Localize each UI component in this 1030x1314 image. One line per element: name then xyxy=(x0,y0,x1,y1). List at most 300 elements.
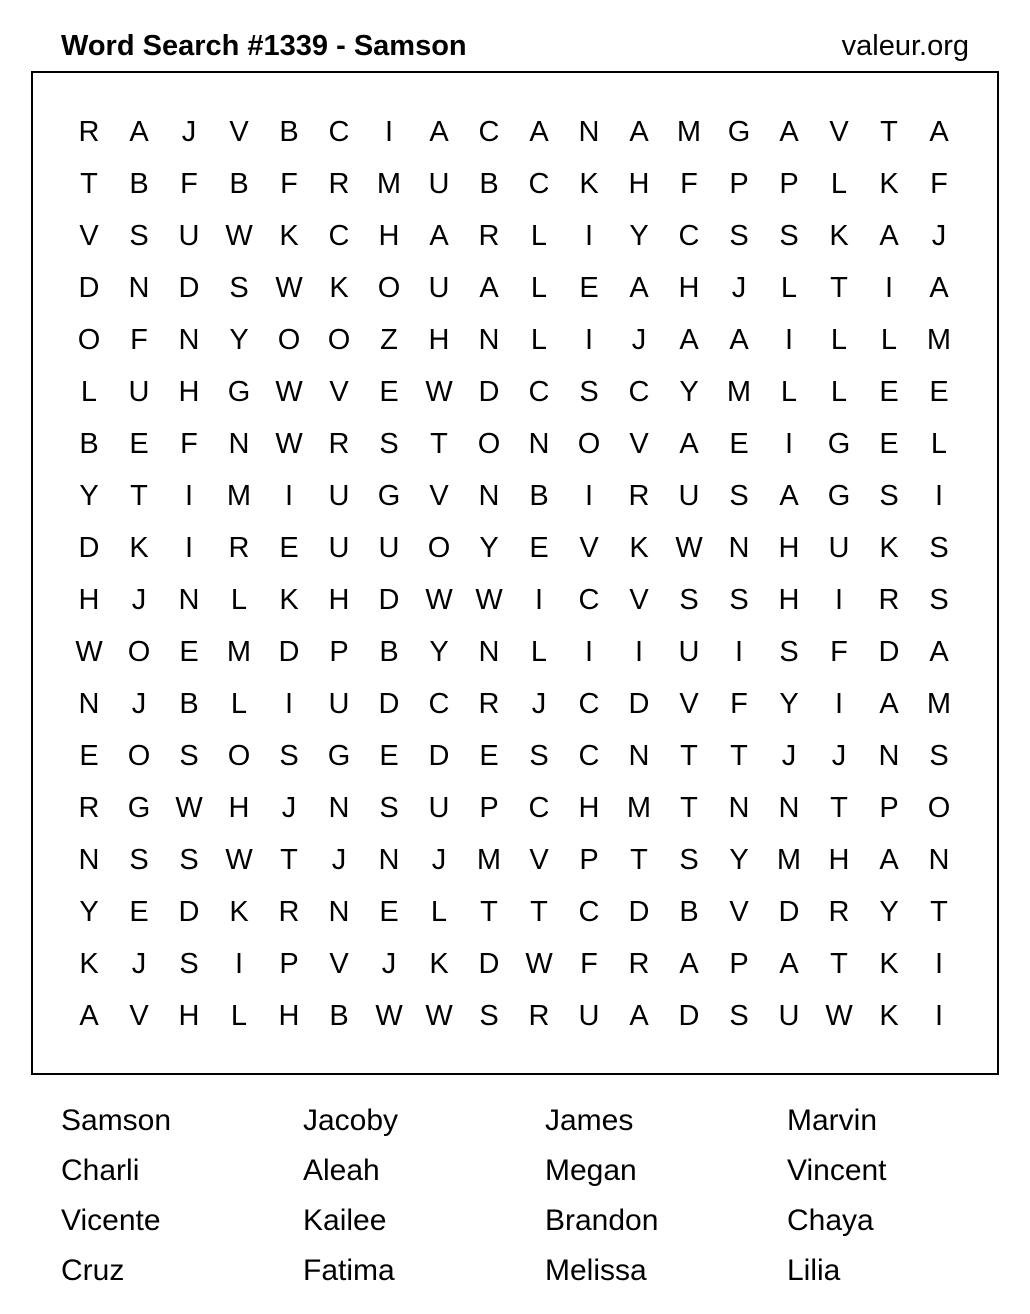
grid-cell[interactable]: V xyxy=(679,688,699,720)
grid-cell[interactable]: V xyxy=(329,376,349,408)
grid-cell[interactable]: W xyxy=(825,1000,853,1032)
grid-cell[interactable]: D xyxy=(628,688,650,720)
grid-cell[interactable]: V xyxy=(629,428,649,460)
grid-cell[interactable]: V xyxy=(829,116,849,148)
grid-cell[interactable]: C xyxy=(328,116,350,148)
grid-cell[interactable]: J xyxy=(181,116,197,148)
grid-cell[interactable]: A xyxy=(929,636,949,668)
grid-cell[interactable]: L xyxy=(830,324,848,356)
grid-cell[interactable]: P xyxy=(779,168,799,200)
grid-cell[interactable]: S xyxy=(729,220,749,252)
grid-cell[interactable]: E xyxy=(579,272,599,304)
grid-cell[interactable]: O xyxy=(127,740,151,772)
grid-cell[interactable]: N xyxy=(478,480,500,512)
grid-cell[interactable]: D xyxy=(178,896,200,928)
grid-cell[interactable]: S xyxy=(229,272,249,304)
grid-cell[interactable]: I xyxy=(284,688,294,720)
grid-cell[interactable]: S xyxy=(929,740,949,772)
grid-cell[interactable]: K xyxy=(829,220,849,252)
grid-cell[interactable]: V xyxy=(529,844,549,876)
grid-cell[interactable]: T xyxy=(830,792,848,824)
grid-cell[interactable]: A xyxy=(929,116,949,148)
grid-cell[interactable]: W xyxy=(225,844,253,876)
grid-cell[interactable]: A xyxy=(679,324,699,356)
grid-cell[interactable]: K xyxy=(79,948,99,980)
grid-cell[interactable]: K xyxy=(429,948,449,980)
grid-cell[interactable]: E xyxy=(479,740,499,772)
grid-cell[interactable]: L xyxy=(230,1000,248,1032)
grid-cell[interactable]: N xyxy=(78,844,100,876)
grid-cell[interactable]: I xyxy=(234,948,244,980)
grid-cell[interactable]: J xyxy=(531,688,547,720)
grid-cell[interactable]: V xyxy=(729,896,749,928)
grid-cell[interactable]: J xyxy=(431,844,447,876)
grid-cell[interactable]: K xyxy=(579,168,599,200)
grid-cell[interactable]: Y xyxy=(729,844,749,876)
grid-cell[interactable]: J xyxy=(131,584,147,616)
grid-cell[interactable]: Y xyxy=(629,220,649,252)
grid-cell[interactable]: K xyxy=(329,272,349,304)
grid-cell[interactable]: R xyxy=(228,532,250,564)
grid-cell[interactable]: C xyxy=(628,376,650,408)
grid-cell[interactable]: B xyxy=(679,896,699,928)
grid-cell[interactable]: A xyxy=(429,116,449,148)
grid-cell[interactable]: I xyxy=(584,636,594,668)
grid-cell[interactable]: V xyxy=(579,532,599,564)
grid-cell[interactable]: L xyxy=(530,220,548,252)
grid-cell[interactable]: N xyxy=(478,324,500,356)
grid-cell[interactable]: N xyxy=(878,740,900,772)
grid-cell[interactable]: L xyxy=(230,688,248,720)
grid-cell[interactable]: S xyxy=(379,792,399,824)
grid-cell[interactable]: I xyxy=(634,636,644,668)
grid-cell[interactable]: W xyxy=(425,376,453,408)
grid-cell[interactable]: L xyxy=(930,428,948,460)
grid-cell[interactable]: J xyxy=(281,792,297,824)
grid-cell[interactable]: H xyxy=(178,1000,200,1032)
grid-cell[interactable]: E xyxy=(79,740,99,772)
grid-cell[interactable]: I xyxy=(734,636,744,668)
grid-cell[interactable]: N xyxy=(628,740,650,772)
grid-cell[interactable]: I xyxy=(934,480,944,512)
grid-cell[interactable]: H xyxy=(778,532,800,564)
grid-cell[interactable]: E xyxy=(879,376,899,408)
grid-cell[interactable]: W xyxy=(525,948,553,980)
grid-cell[interactable]: F xyxy=(180,168,198,200)
grid-cell[interactable]: U xyxy=(828,532,850,564)
grid-cell[interactable]: K xyxy=(879,532,899,564)
grid-cell[interactable]: J xyxy=(931,220,947,252)
grid-cell[interactable]: N xyxy=(928,844,950,876)
grid-cell[interactable]: A xyxy=(679,428,699,460)
grid-cell[interactable]: U xyxy=(428,272,450,304)
grid-cell[interactable]: Y xyxy=(679,376,699,408)
grid-cell[interactable]: W xyxy=(275,376,303,408)
grid-cell[interactable]: Y xyxy=(779,688,799,720)
grid-cell[interactable]: Y xyxy=(79,480,99,512)
site-link[interactable]: valeur.org xyxy=(841,30,969,62)
grid-cell[interactable]: E xyxy=(379,376,399,408)
grid-cell[interactable]: U xyxy=(678,636,700,668)
grid-cell[interactable]: J xyxy=(831,740,847,772)
grid-cell[interactable]: S xyxy=(479,1000,499,1032)
grid-cell[interactable]: D xyxy=(478,948,500,980)
grid-cell[interactable]: U xyxy=(428,168,450,200)
grid-cell[interactable]: I xyxy=(834,584,844,616)
grid-cell[interactable]: F xyxy=(130,324,148,356)
grid-cell[interactable]: D xyxy=(378,688,400,720)
grid-cell[interactable]: O xyxy=(477,428,501,460)
grid-cell[interactable]: H xyxy=(278,1000,300,1032)
grid-cell[interactable]: F xyxy=(280,168,298,200)
grid-cell[interactable]: O xyxy=(927,792,951,824)
grid-cell[interactable]: D xyxy=(78,272,100,304)
grid-cell[interactable]: E xyxy=(129,896,149,928)
grid-cell[interactable]: T xyxy=(880,116,898,148)
grid-cell[interactable]: T xyxy=(930,896,948,928)
grid-cell[interactable]: C xyxy=(528,792,550,824)
grid-cell[interactable]: S xyxy=(929,584,949,616)
grid-cell[interactable]: J xyxy=(131,688,147,720)
grid-cell[interactable]: Y xyxy=(429,636,449,668)
grid-cell[interactable]: M xyxy=(676,116,702,148)
grid-cell[interactable]: U xyxy=(678,480,700,512)
grid-cell[interactable]: B xyxy=(279,116,299,148)
grid-cell[interactable]: A xyxy=(779,480,799,512)
grid-cell[interactable]: K xyxy=(879,948,899,980)
grid-cell[interactable]: I xyxy=(934,948,944,980)
grid-cell[interactable]: N xyxy=(528,428,550,460)
grid-cell[interactable]: H xyxy=(228,792,250,824)
grid-cell[interactable]: L xyxy=(780,272,798,304)
grid-cell[interactable]: T xyxy=(830,272,848,304)
grid-cell[interactable]: T xyxy=(80,168,98,200)
grid-cell[interactable]: B xyxy=(129,168,149,200)
grid-cell[interactable]: G xyxy=(377,480,401,512)
grid-cell[interactable]: U xyxy=(378,532,400,564)
grid-cell[interactable]: H xyxy=(178,376,200,408)
grid-cell[interactable]: D xyxy=(678,1000,700,1032)
grid-cell[interactable]: D xyxy=(878,636,900,668)
grid-cell[interactable]: G xyxy=(827,480,851,512)
grid-cell[interactable]: G xyxy=(127,792,151,824)
grid-cell[interactable]: R xyxy=(878,584,900,616)
grid-cell[interactable]: R xyxy=(328,428,350,460)
grid-cell[interactable]: S xyxy=(279,740,299,772)
grid-cell[interactable]: M xyxy=(726,376,752,408)
grid-cell[interactable]: V xyxy=(629,584,649,616)
grid-cell[interactable]: R xyxy=(328,168,350,200)
grid-cell[interactable]: P xyxy=(729,168,749,200)
grid-cell[interactable]: T xyxy=(530,896,548,928)
grid-cell[interactable]: F xyxy=(180,428,198,460)
grid-cell[interactable]: O xyxy=(277,324,301,356)
grid-cell[interactable]: A xyxy=(479,272,499,304)
grid-cell[interactable]: C xyxy=(678,220,700,252)
grid-cell[interactable]: N xyxy=(578,116,600,148)
grid-cell[interactable]: P xyxy=(729,948,749,980)
grid-cell[interactable]: R xyxy=(828,896,850,928)
grid-cell[interactable]: E xyxy=(929,376,949,408)
grid-cell[interactable]: H xyxy=(828,844,850,876)
grid-cell[interactable]: K xyxy=(279,584,299,616)
grid-cell[interactable]: S xyxy=(129,844,149,876)
grid-cell[interactable]: P xyxy=(329,636,349,668)
grid-cell[interactable]: I xyxy=(834,688,844,720)
grid-cell[interactable]: S xyxy=(679,844,699,876)
grid-cell[interactable]: U xyxy=(328,532,350,564)
grid-cell[interactable]: G xyxy=(227,376,251,408)
grid-cell[interactable]: S xyxy=(379,428,399,460)
grid-cell[interactable]: B xyxy=(179,688,199,720)
grid-cell[interactable]: N xyxy=(78,688,100,720)
grid-cell[interactable]: E xyxy=(379,896,399,928)
grid-cell[interactable]: K xyxy=(129,532,149,564)
grid-cell[interactable]: T xyxy=(680,792,698,824)
grid-cell[interactable]: P xyxy=(879,792,899,824)
grid-cell[interactable]: U xyxy=(178,220,200,252)
grid-cell[interactable]: W xyxy=(75,636,103,668)
grid-cell[interactable]: D xyxy=(778,896,800,928)
grid-cell[interactable]: E xyxy=(729,428,749,460)
grid-cell[interactable]: T xyxy=(630,844,648,876)
grid-cell[interactable]: S xyxy=(679,584,699,616)
grid-cell[interactable]: R xyxy=(478,220,500,252)
grid-cell[interactable]: E xyxy=(529,532,549,564)
grid-cell[interactable]: A xyxy=(779,948,799,980)
grid-cell[interactable]: H xyxy=(778,584,800,616)
grid-cell[interactable]: R xyxy=(628,480,650,512)
grid-cell[interactable]: D xyxy=(178,272,200,304)
grid-cell[interactable]: R xyxy=(78,116,100,148)
grid-cell[interactable]: M xyxy=(776,844,802,876)
grid-cell[interactable]: K xyxy=(879,168,899,200)
grid-cell[interactable]: D xyxy=(78,532,100,564)
grid-cell[interactable]: C xyxy=(578,740,600,772)
grid-cell[interactable]: V xyxy=(129,1000,149,1032)
grid-cell[interactable]: H xyxy=(678,272,700,304)
grid-cell[interactable]: K xyxy=(229,896,249,928)
grid-cell[interactable]: S xyxy=(529,740,549,772)
grid-cell[interactable]: B xyxy=(229,168,249,200)
grid-cell[interactable]: Y xyxy=(479,532,499,564)
grid-cell[interactable]: S xyxy=(179,740,199,772)
grid-cell[interactable]: N xyxy=(728,792,750,824)
grid-cell[interactable]: T xyxy=(130,480,148,512)
grid-cell[interactable]: H xyxy=(428,324,450,356)
grid-cell[interactable]: D xyxy=(478,376,500,408)
grid-cell[interactable]: E xyxy=(279,532,299,564)
grid-cell[interactable]: T xyxy=(280,844,298,876)
grid-cell[interactable]: H xyxy=(628,168,650,200)
grid-cell[interactable]: I xyxy=(784,324,794,356)
grid-cell[interactable]: J xyxy=(331,844,347,876)
grid-cell[interactable]: U xyxy=(778,1000,800,1032)
grid-cell[interactable]: A xyxy=(529,116,549,148)
grid-cell[interactable]: O xyxy=(427,532,451,564)
grid-cell[interactable]: V xyxy=(229,116,249,148)
grid-cell[interactable]: C xyxy=(578,584,600,616)
grid-cell[interactable]: H xyxy=(328,584,350,616)
grid-cell[interactable]: I xyxy=(384,116,394,148)
grid-cell[interactable]: A xyxy=(629,116,649,148)
grid-cell[interactable]: R xyxy=(628,948,650,980)
grid-cell[interactable]: M xyxy=(226,480,252,512)
grid-cell[interactable]: M xyxy=(926,324,952,356)
grid-cell[interactable]: A xyxy=(429,220,449,252)
grid-cell[interactable]: N xyxy=(778,792,800,824)
grid-cell[interactable]: H xyxy=(578,792,600,824)
grid-cell[interactable]: A xyxy=(879,220,899,252)
grid-cell[interactable]: I xyxy=(284,480,294,512)
grid-cell[interactable]: N xyxy=(328,896,350,928)
grid-cell[interactable]: E xyxy=(129,428,149,460)
grid-cell[interactable]: R xyxy=(528,1000,550,1032)
grid-cell[interactable]: R xyxy=(278,896,300,928)
grid-cell[interactable]: L xyxy=(830,376,848,408)
grid-cell[interactable]: N xyxy=(178,584,200,616)
grid-cell[interactable]: L xyxy=(230,584,248,616)
grid-cell[interactable]: A xyxy=(929,272,949,304)
grid-cell[interactable]: S xyxy=(129,220,149,252)
grid-cell[interactable]: E xyxy=(879,428,899,460)
grid-cell[interactable]: A xyxy=(679,948,699,980)
grid-cell[interactable]: S xyxy=(579,376,599,408)
grid-cell[interactable]: O xyxy=(577,428,601,460)
grid-cell[interactable]: H xyxy=(378,220,400,252)
grid-cell[interactable]: R xyxy=(478,688,500,720)
grid-cell[interactable]: S xyxy=(879,480,899,512)
grid-cell[interactable]: L xyxy=(830,168,848,200)
grid-cell[interactable]: Y xyxy=(229,324,249,356)
grid-cell[interactable]: B xyxy=(479,168,499,200)
grid-cell[interactable]: M xyxy=(376,168,402,200)
grid-cell[interactable]: A xyxy=(779,116,799,148)
grid-cell[interactable]: W xyxy=(225,220,253,252)
grid-cell[interactable]: S xyxy=(779,636,799,668)
grid-cell[interactable]: R xyxy=(78,792,100,824)
grid-cell[interactable]: L xyxy=(430,896,448,928)
grid-cell[interactable]: M xyxy=(926,688,952,720)
grid-cell[interactable]: T xyxy=(830,948,848,980)
grid-cell[interactable]: A xyxy=(879,844,899,876)
grid-cell[interactable]: K xyxy=(279,220,299,252)
grid-cell[interactable]: C xyxy=(428,688,450,720)
grid-cell[interactable]: C xyxy=(328,220,350,252)
grid-cell[interactable]: A xyxy=(629,272,649,304)
grid-cell[interactable]: P xyxy=(279,948,299,980)
grid-cell[interactable]: N xyxy=(378,844,400,876)
grid-cell[interactable]: B xyxy=(379,636,399,668)
grid-cell[interactable]: J xyxy=(781,740,797,772)
grid-cell[interactable]: W xyxy=(675,532,703,564)
grid-cell[interactable]: A xyxy=(729,324,749,356)
grid-cell[interactable]: F xyxy=(580,948,598,980)
grid-cell[interactable]: B xyxy=(329,1000,349,1032)
grid-cell[interactable]: N xyxy=(728,532,750,564)
grid-cell[interactable]: S xyxy=(929,532,949,564)
grid-cell[interactable]: W xyxy=(275,428,303,460)
grid-cell[interactable]: K xyxy=(879,1000,899,1032)
grid-cell[interactable]: I xyxy=(934,1000,944,1032)
grid-cell[interactable]: I xyxy=(884,272,894,304)
grid-cell[interactable]: I xyxy=(584,220,594,252)
grid-cell[interactable]: S xyxy=(779,220,799,252)
grid-cell[interactable]: U xyxy=(328,688,350,720)
grid-cell[interactable]: G xyxy=(327,740,351,772)
grid-cell[interactable]: V xyxy=(429,480,449,512)
grid-cell[interactable]: T xyxy=(480,896,498,928)
grid-cell[interactable]: V xyxy=(329,948,349,980)
grid-cell[interactable]: T xyxy=(730,740,748,772)
grid-cell[interactable]: V xyxy=(79,220,99,252)
grid-cell[interactable]: W xyxy=(275,272,303,304)
grid-cell[interactable]: S xyxy=(729,584,749,616)
grid-cell[interactable]: A xyxy=(629,1000,649,1032)
grid-cell[interactable]: K xyxy=(629,532,649,564)
grid-cell[interactable]: L xyxy=(530,324,548,356)
grid-cell[interactable]: J xyxy=(381,948,397,980)
grid-cell[interactable]: L xyxy=(80,376,98,408)
grid-cell[interactable]: L xyxy=(530,272,548,304)
grid-cell[interactable]: C xyxy=(478,116,500,148)
grid-cell[interactable]: I xyxy=(584,480,594,512)
grid-cell[interactable]: L xyxy=(880,324,898,356)
grid-cell[interactable]: N xyxy=(328,792,350,824)
grid-cell[interactable]: Z xyxy=(380,324,398,356)
grid-cell[interactable]: A xyxy=(129,116,149,148)
grid-cell[interactable]: D xyxy=(428,740,450,772)
grid-cell[interactable]: O xyxy=(377,272,401,304)
grid-cell[interactable]: N xyxy=(228,428,250,460)
grid-cell[interactable]: D xyxy=(628,896,650,928)
grid-cell[interactable]: B xyxy=(529,480,549,512)
grid-cell[interactable]: O xyxy=(227,740,251,772)
grid-cell[interactable]: M xyxy=(626,792,652,824)
grid-cell[interactable]: W xyxy=(175,792,203,824)
grid-cell[interactable]: I xyxy=(534,584,544,616)
grid-cell[interactable]: O xyxy=(327,324,351,356)
grid-cell[interactable]: M xyxy=(226,636,252,668)
grid-cell[interactable]: E xyxy=(179,636,199,668)
grid-cell[interactable]: U xyxy=(128,376,150,408)
grid-cell[interactable]: J xyxy=(631,324,647,356)
grid-cell[interactable]: G xyxy=(727,116,751,148)
grid-cell[interactable]: C xyxy=(528,376,550,408)
grid-cell[interactable]: F xyxy=(930,168,948,200)
grid-cell[interactable]: Y xyxy=(79,896,99,928)
grid-cell[interactable]: H xyxy=(78,584,100,616)
grid-cell[interactable]: U xyxy=(578,1000,600,1032)
grid-cell[interactable]: L xyxy=(780,376,798,408)
grid-cell[interactable]: A xyxy=(879,688,899,720)
grid-cell[interactable]: M xyxy=(476,844,502,876)
grid-cell[interactable]: I xyxy=(784,428,794,460)
grid-cell[interactable]: G xyxy=(827,428,851,460)
grid-cell[interactable]: C xyxy=(528,168,550,200)
grid-cell[interactable]: J xyxy=(131,948,147,980)
grid-cell[interactable]: D xyxy=(378,584,400,616)
grid-cell[interactable]: I xyxy=(184,532,194,564)
grid-cell[interactable]: P xyxy=(579,844,599,876)
grid-cell[interactable]: W xyxy=(425,584,453,616)
grid-cell[interactable]: S xyxy=(179,948,199,980)
grid-cell[interactable]: S xyxy=(729,480,749,512)
grid-cell[interactable]: O xyxy=(77,324,101,356)
grid-cell[interactable]: T xyxy=(430,428,448,460)
grid-cell[interactable]: Y xyxy=(879,896,899,928)
grid-cell[interactable]: F xyxy=(680,168,698,200)
